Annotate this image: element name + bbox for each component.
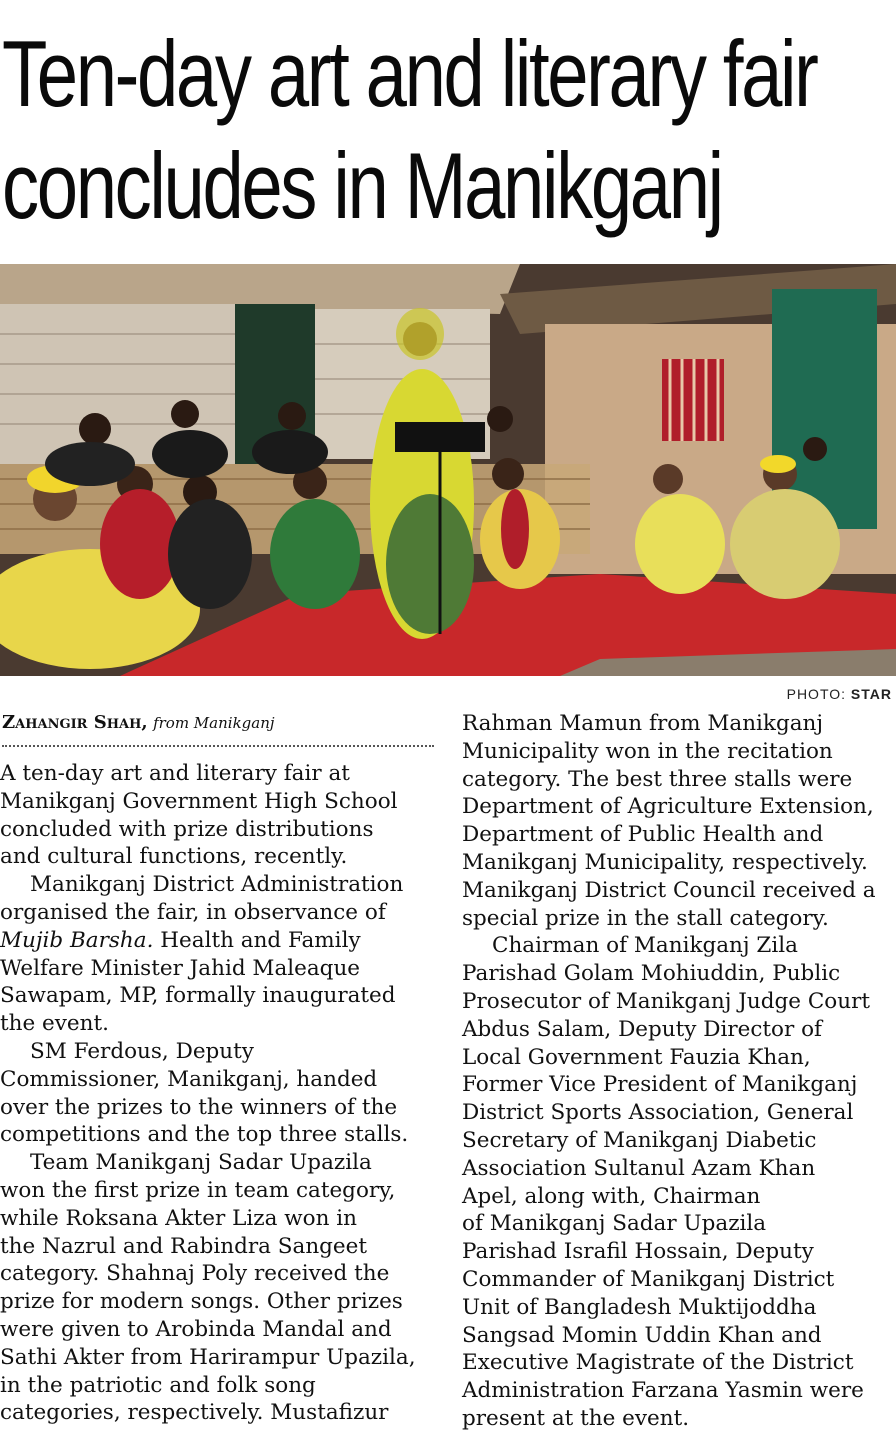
article-line: Prosecutor of Manikganj Judge Court [462, 988, 870, 1014]
article-column-left [0, 760, 440, 1427]
byline-location: from Manikganj [153, 714, 275, 732]
article-line: SM Ferdous, Deputy [30, 1038, 254, 1064]
photo-credit-label: PHOTO: [786, 686, 851, 702]
article-line: A ten-day art and literary fair at [0, 761, 350, 786]
article-line: in the patriotic and folk song [0, 1372, 316, 1398]
article-line: of Manikganj Sadar Upazila [462, 1211, 767, 1237]
byline-divider [2, 745, 434, 747]
article-line: Department of Public Health and [462, 822, 824, 848]
article-line: Welfare Minister Jahid Maleaque [0, 955, 361, 981]
byline-author: Zahangir Shah, [2, 712, 148, 733]
article-line: Executive Magistrate of the District [462, 1350, 854, 1376]
article-line: Manikganj Government High School [0, 788, 398, 814]
article-line: Commander of Manikganj District [462, 1266, 835, 1292]
article-line: the Nazrul and Rabindra Sangeet [0, 1233, 368, 1259]
article-line: were given to Arobinda Mandal and [0, 1316, 392, 1342]
photo-credit-source: STAR [850, 686, 892, 702]
article-line: categories, respectively. Mustafizur [0, 1400, 389, 1426]
byline [2, 712, 434, 734]
article-line: organised the fair, in observance of [0, 899, 386, 925]
article-line: Rahman Mamun from Manikganj [462, 711, 824, 736]
article-line-rest: Health and Family [153, 927, 361, 953]
headline-line-2: concludes in Manikganj [2, 133, 722, 238]
article-line: Apel, along with, Chairman [462, 1183, 761, 1209]
article-line: Local Government Fauzia Khan, [462, 1044, 811, 1070]
article-line: won the first prize in team category, [0, 1177, 396, 1203]
article-line: and cultural functions, recently. [0, 844, 348, 870]
article-line: category. Shahnaj Poly received the [0, 1261, 390, 1287]
article-line: category. The best three stalls were [462, 766, 853, 792]
article-line: Commissioner, Manikganj, handed [0, 1066, 378, 1092]
photo-credit [787, 686, 892, 702]
article-line: District Sports Association, General [462, 1100, 854, 1126]
article-line [0, 927, 440, 955]
article-column-right [462, 710, 894, 1433]
article-line: competitions and the top three stalls. [0, 1122, 409, 1148]
article-line: Manikganj District Council received a [462, 877, 876, 903]
stage-performance-illustration [0, 264, 896, 676]
article-line: Sawapam, MP, formally inaugurated [0, 983, 396, 1009]
article-line: Former Vice President of Manikganj [462, 1072, 858, 1098]
article-line: over the prizes to the winners of the [0, 1094, 398, 1120]
article-line: concluded with prize distributions [0, 816, 374, 842]
article-line: prize for modern songs. Other prizes [0, 1289, 403, 1315]
event-photo [0, 264, 896, 676]
article-line: Sathi Akter from Harirampur Upazila, [0, 1344, 416, 1370]
article-line: while Roksana Akter Liza won in [0, 1205, 357, 1231]
article-line-italic: Mujib Barsha. [0, 927, 154, 953]
article-line: Association Sultanul Azam Khan [462, 1155, 816, 1181]
article-line: present at the event. [462, 1405, 690, 1431]
article-line: Municipality won in the recitation [462, 738, 833, 764]
article-line: Chairman of Manikganj Zila [492, 933, 798, 959]
article-line: Unit of Bangladesh Muktijoddha [462, 1294, 817, 1320]
headline [2, 18, 895, 242]
article-line: Secretary of Manikganj Diabetic [462, 1127, 817, 1153]
article-line: Department of Agriculture Extension, [462, 794, 874, 820]
article-line: Team Manikganj Sadar Upazila [30, 1150, 372, 1176]
article-line: Manikganj District Administration [30, 872, 404, 898]
article-line: the event. [0, 1011, 109, 1037]
article-line: Sangsad Momin Uddin Khan and [462, 1322, 822, 1348]
article-line: Parishad Israfil Hossain, Deputy [462, 1239, 814, 1265]
article-line: Manikganj Municipality, respectively. [462, 849, 868, 875]
article-line: Abdus Salam, Deputy Director of [462, 1016, 823, 1042]
article-line: Parishad Golam Mohiuddin, Public [462, 961, 841, 987]
headline-line-1: Ten-day art and literary fair [2, 21, 817, 126]
article-line: special prize in the stall category. [462, 905, 829, 931]
article-line: Administration Farzana Yasmin were [462, 1378, 864, 1404]
